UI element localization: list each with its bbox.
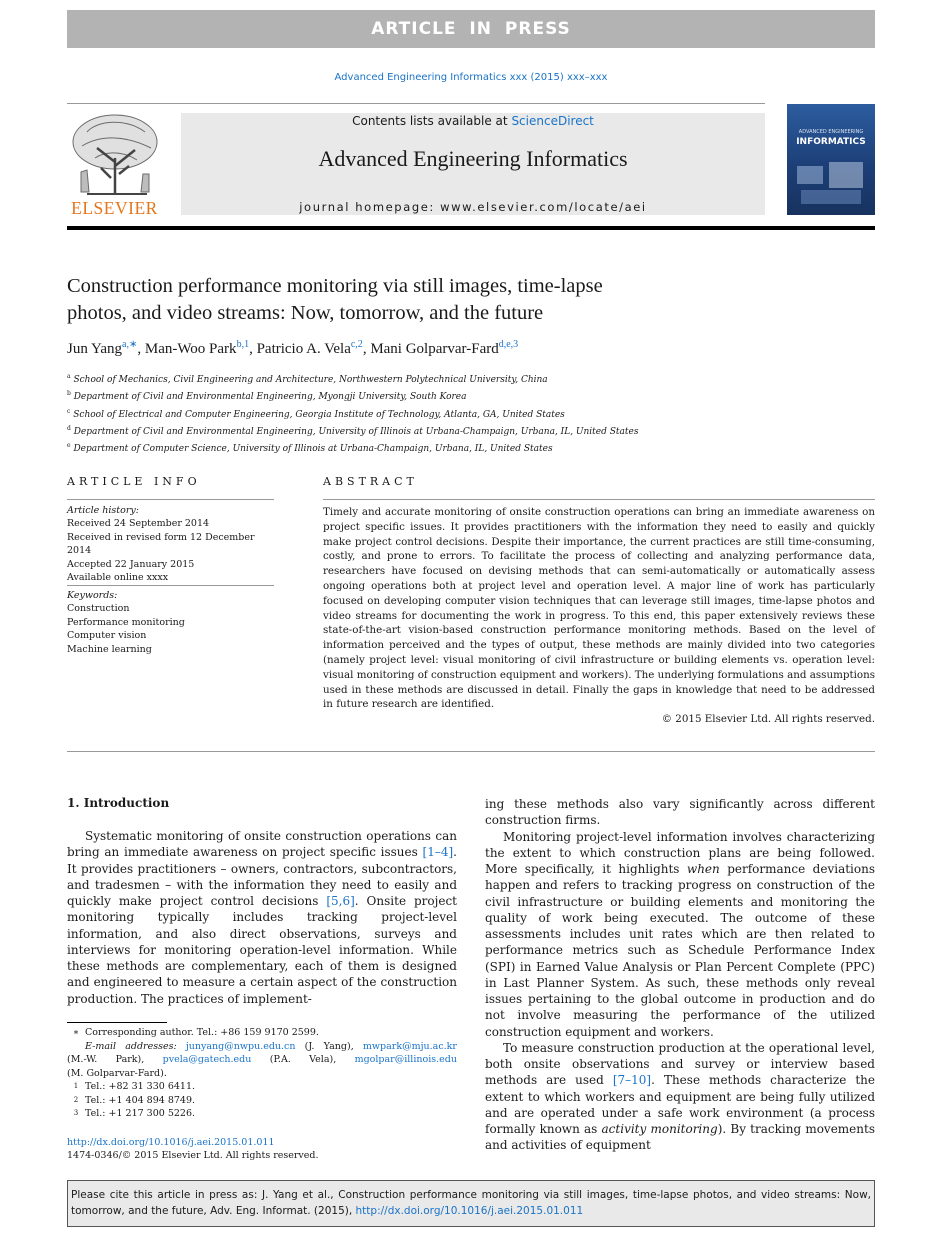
article-in-press-banner: ARTICLE IN PRESS bbox=[67, 10, 875, 48]
author-list bbox=[67, 339, 875, 358]
abstract-rule bbox=[323, 499, 875, 500]
abstract-text: Timely and accurate monitoring of onsite construction operations can bring an immediate awareness on project specific issues. It provides practitioners with the information they need to easily and quickly make project control decisions. Despite their importance, the current practices are still time-consuming, costly, and prone to errors. To facilitate the process of collecting and analyzing performance data, researchers have focused on devising methods that can semi-automatically or automatically assess ongoing operations both at project level and operation level. A major line of work has particularly focused on developing computer vision techniques that can leverage still images, time-lapse photos and video streams for documenting the work in progress. To this end, this paper extensively reviews these state-of-the-art vision-based construction performance monitoring methods. Based on the level of information perceived and the types of output, these methods are mainly divided into two categories (namely project level: visual monitoring of civil infrastructure or building elements vs. operation level: visual monitoring of construction equipment and workers). The underlying formulations and assumptions used in these methods are discussed in detail. Finally the gaps in knowledge that need to be addressed in future research are identified. bbox=[323, 506, 875, 711]
affiliation-item bbox=[67, 405, 875, 422]
keyword-item: Construction bbox=[67, 603, 130, 615]
keywords-label: Keywords: bbox=[67, 590, 118, 601]
affiliation-text: School of Mechanics, Civil Engineering and Architecture, Northwestern Polytechnical University, China bbox=[73, 375, 548, 385]
author-affiliation-marker[interactable]: d,e,3 bbox=[498, 339, 519, 350]
footnote-2: 2 Tel.: +1 404 894 8749. bbox=[73, 1094, 196, 1106]
footnote-emails: E-mail addresses: junyang@nwpu.edu.cn (J. Yang), mwpark@mju.ac.kr bbox=[85, 1040, 457, 1052]
body-column-left bbox=[67, 828, 457, 1007]
citation-doi-link[interactable]: http://dx.doi.org/10.1016/j.aei.2015.01.011 bbox=[355, 1204, 584, 1217]
cover-title: INFORMATICS bbox=[796, 137, 866, 147]
author-name[interactable]: Jun Yang bbox=[67, 341, 123, 357]
affiliation-item bbox=[67, 439, 875, 456]
keyword-list bbox=[67, 602, 274, 656]
email-man-woo-park[interactable]: mwpark@mju.ac.kr bbox=[362, 1040, 457, 1052]
journal-homepage[interactable]: journal homepage: www.elsevier.com/locate/aei bbox=[299, 200, 647, 214]
footnote-rule bbox=[67, 1022, 167, 1023]
intro-paragraph-1-continued: ing these methods also vary significantly across different construction firms. bbox=[485, 797, 875, 828]
journal-reference[interactable]: Advanced Engineering Informatics xxx (2015) xxx–xxx bbox=[334, 72, 608, 83]
doi-link[interactable]: http://dx.doi.org/10.1016/j.aei.2015.01.011 bbox=[67, 1137, 275, 1148]
affiliation-item bbox=[67, 422, 875, 439]
sciencedirect-link[interactable]: ScienceDirect bbox=[511, 114, 594, 128]
header-thick-rule bbox=[67, 226, 875, 230]
intro-paragraph-2: Monitoring project-level information involves characterizing the extent to which construction plans are being followed. More specifically, it highlights when performance deviations happen and refers to tracking progress on construction of the civil infrastructure or building elements and monitoring the quality of work being executed. The outcome of these assessments includes unit rates which are then related to performance metrics such as Schedule Performance Index (SPI) in Earned Value Analysis or Plan Percent Complete (PPC) in Last Planner System. As such, these methods only reveal issues pertaining to the global outcome in production and do not involve measuring the performance of the utilized construction equipment and workers. bbox=[485, 829, 875, 1039]
keywords-rule bbox=[67, 585, 274, 586]
author-separator: , bbox=[362, 341, 371, 357]
author-affiliation-marker[interactable]: c,2 bbox=[350, 339, 363, 350]
article-history-label: Article history: bbox=[67, 505, 139, 516]
author-separator: , bbox=[249, 341, 257, 357]
keyword-item: Computer vision bbox=[67, 630, 147, 642]
contents-line bbox=[181, 114, 765, 128]
footnote-corresponding: ∗ Corresponding author. Tel.: +86 159 9170 2599. bbox=[72, 1027, 319, 1038]
history-item: Received in revised form 12 December 2014 bbox=[67, 531, 255, 557]
citation-ref-7-10[interactable]: [7–10] bbox=[612, 1073, 652, 1088]
citation-text: Please cite this article in press as: J. Yang et al., Construction performance monitoring via still images, time-lapse photos, and video streams: Now, tomorrow, and the future, Adv. Eng. Informat. (2015), bbox=[71, 1189, 871, 1217]
elsevier-wordmark: ELSEVIER bbox=[71, 198, 158, 218]
affiliation-key: d bbox=[67, 424, 71, 432]
citation-box bbox=[67, 1180, 875, 1227]
footnote-1: 1 Tel.: +82 31 330 6411. bbox=[73, 1081, 196, 1092]
article-history bbox=[67, 504, 274, 584]
email-patricio-vela[interactable]: pvela@gatech.edu bbox=[162, 1054, 252, 1065]
history-item: Accepted 22 January 2015 bbox=[67, 558, 195, 570]
author-name[interactable]: Man-Woo Park bbox=[144, 341, 237, 357]
journal-cover-image bbox=[787, 104, 875, 215]
affiliation-text: School of Electrical and Computer Engineering, Georgia Institute of Technology, Atlanta, GA, United States bbox=[73, 409, 565, 420]
article-title-line-2: photos, and video streams: Now, tomorrow, and the future bbox=[67, 302, 544, 324]
body-column-right bbox=[485, 796, 875, 1154]
footnote-3: 3 Tel.: +1 217 300 5226. bbox=[73, 1108, 196, 1119]
intro-paragraph-1: Systematic monitoring of onsite construction operations can bring an immediate awareness on project specific issues [1–4]. It provides practitioners – owners, contractors, subcontractors, and tradesmen – with the information they need to easily and quickly make project control decisions [5,6]. Onsite project monitoring typically includes tracking project-level information, and also direct observations, surveys and interviews for monitoring operation-level information. While these methods are complementary, each of them is designed and engineered to measure a certain aspect of the construction production. The practices of implement- bbox=[67, 829, 458, 1006]
author-affiliation-marker[interactable]: a,∗ bbox=[122, 339, 138, 350]
journal-title: Advanced Engineering Informatics bbox=[318, 146, 628, 171]
affiliation-key: c bbox=[67, 407, 71, 415]
email-jun-yang[interactable]: junyang@nwpu.edu.cn bbox=[185, 1040, 296, 1052]
affiliation-text: Department of Civil and Environmental Engineering, University of Illinois at Urbana-Champaign, Urbana, IL, United States bbox=[73, 426, 639, 437]
section-heading-introduction: 1. Introduction bbox=[67, 796, 170, 810]
header-rule bbox=[67, 103, 765, 104]
keyword-item: Machine learning bbox=[67, 643, 152, 655]
affiliations bbox=[67, 370, 875, 456]
abstract-copyright: © 2015 Elsevier Ltd. All rights reserved. bbox=[661, 713, 875, 725]
affiliation-text: Department of Computer Science, University of Illinois at Urbana-Champaign, Urbana, IL, United States bbox=[73, 444, 553, 455]
affiliation-item bbox=[67, 387, 875, 404]
author-affiliation-marker[interactable]: b,1 bbox=[236, 339, 250, 350]
affiliation-key: e bbox=[67, 442, 71, 450]
footnote-emails-line-2: (M.-W. Park), pvela@gatech.edu (P.A. Vela), mgolpar@illinois.edu bbox=[67, 1054, 457, 1065]
article-history-list bbox=[67, 517, 274, 584]
affiliation-key: b bbox=[67, 390, 71, 398]
intro-paragraph-3: To measure construction production at the operational level, both onsite observations and survey or interview based methods are used [7–10]. These methods characterize the extent to which workers and equipment are being fully utilized and are operated under a safe work environment (a process formally known as activity monitoring). By tracking movements and activities of equipment bbox=[485, 1040, 875, 1153]
article-info-heading: ARTICLE INFO bbox=[67, 475, 201, 488]
affiliation-text: Department of Civil and Environmental Engineering, Myongji University, South Korea bbox=[73, 392, 467, 403]
citation-ref-5-6[interactable]: [5,6] bbox=[326, 894, 355, 908]
history-item: Received 24 September 2014 bbox=[67, 518, 210, 530]
history-item: Available online xxxx bbox=[67, 572, 169, 584]
footnote-emails-line-3: (M. Golparvar-Fard). bbox=[67, 1067, 167, 1079]
author-name[interactable]: Mani Golparvar-Fard bbox=[370, 341, 499, 357]
contents-prefix: Contents lists available at bbox=[352, 114, 512, 128]
abstract-bottom-rule bbox=[67, 751, 875, 752]
author-separator: , bbox=[137, 341, 145, 357]
keywords bbox=[67, 589, 274, 656]
article-title bbox=[67, 273, 787, 327]
author-name[interactable]: Patricio A. Vela bbox=[256, 341, 351, 357]
abstract-heading: ABSTRACT bbox=[323, 475, 418, 488]
issn-copyright: 1474-0346/© 2015 Elsevier Ltd. All rights reserved. bbox=[67, 1150, 319, 1161]
footnotes bbox=[67, 1026, 457, 1121]
article-info-rule bbox=[67, 499, 274, 500]
article-title-line-1: Construction performance monitoring via still images, time-lapse bbox=[67, 275, 603, 297]
keyword-item: Performance monitoring bbox=[67, 616, 185, 628]
affiliation-item bbox=[67, 370, 875, 387]
affiliation-key: a bbox=[67, 373, 71, 380]
email-mani-golparvar-fard[interactable]: mgolpar@illinois.edu bbox=[354, 1054, 457, 1065]
citation-ref-1-4[interactable]: [1–4] bbox=[422, 845, 454, 860]
cover-subtitle: ADVANCED ENGINEERING bbox=[798, 129, 864, 135]
